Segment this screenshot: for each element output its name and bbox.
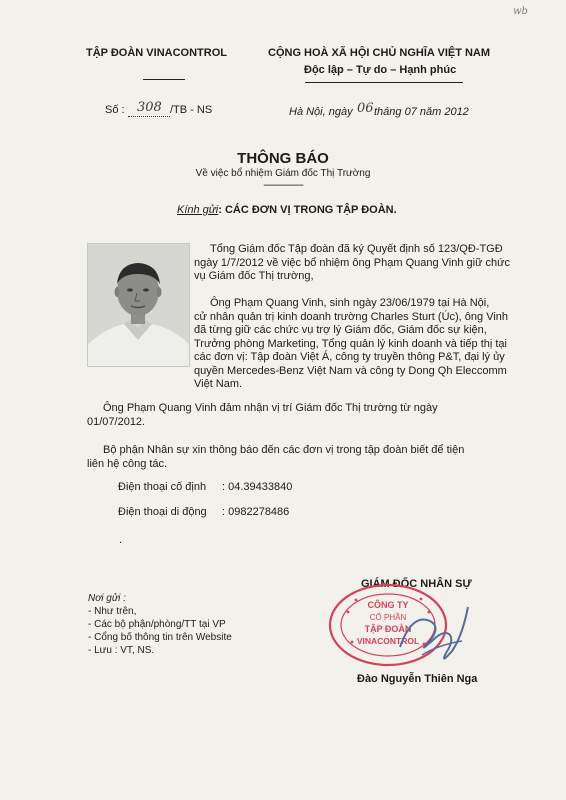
paragraph-line: Việt Nam. [194, 378, 243, 390]
notice-title: THÔNG BÁO [237, 150, 329, 167]
paragraph-line: ngày 1/7/2012 về việc bổ nhiệm ông Phạm Quang Vinh giữ chức [194, 256, 511, 269]
seal-line: VINACONTROL [356, 636, 420, 646]
paragraph-appointment [87, 402, 487, 429]
paragraph-biography [194, 297, 509, 392]
distribution-item: - Cổng bố thông tin trên Website [88, 632, 232, 643]
landline-value: : 04.39433840 [222, 481, 293, 493]
paragraph-line: Ông Phạm Quang Vinh, sinh ngày 23/06/1979 tại Hà Nội, [210, 297, 490, 309]
landline-label: Điện thoại cố định [118, 481, 207, 493]
org-name: TẬP ĐOÀN VINACONTROL [86, 47, 227, 59]
seal-line: TẬP ĐOÀN [364, 624, 412, 634]
doc-number-value: 308 [137, 100, 162, 115]
org-underline [143, 79, 185, 80]
recipient-text: : CÁC ĐƠN VỊ TRONG TẬP ĐOÀN. [218, 204, 397, 216]
paragraph-line: Trưởng phòng Marketing, Tổng quản lý kinh doanh và tiếp thị tại [194, 337, 507, 350]
doc-number-suffix: /TB - NS [170, 104, 213, 116]
doc-number-label: Số : [105, 104, 125, 116]
paragraph-line: quyền Mercedes-Benz Việt Nam và công ty Dong Qh Eleccomm [194, 364, 507, 377]
doc-number-line [128, 116, 170, 117]
paragraph-line: Ông Phạm Quang Vinh đảm nhận vị trí Giám đốc Thị trường từ ngày [103, 402, 438, 414]
paragraph-line: Tổng Giám đốc Tập đoàn đã ký Quyết định số 123/QĐ-TGĐ [210, 243, 503, 255]
date-suffix: tháng 07 năm 2012 [374, 106, 469, 118]
date-day: 06 [357, 101, 374, 116]
signer-name: Đào Nguyễn Thiên Nga [357, 673, 478, 685]
seal-line: CỔ PHẦN [369, 613, 407, 622]
portrait-image [88, 244, 189, 366]
stray-dot: . [119, 534, 123, 546]
mobile-value: : 0982278486 [222, 506, 290, 518]
paragraph-line: liên hệ công tác. [87, 457, 168, 470]
date-prefix: Hà Nội, ngày [289, 106, 353, 118]
title-dashes: ----------------- [263, 180, 303, 191]
paragraph-line: 01/07/2012. [87, 415, 146, 428]
paragraph-line: cử nhân quản trị kinh doanh trường Charles Sturt (Úc), ông Vinh [194, 310, 509, 323]
distribution-item: - Như trên, [88, 606, 137, 617]
signer-role: GIÁM ĐỐC NHÂN SỰ [361, 578, 472, 590]
portrait-photo [87, 243, 190, 367]
corner-mark: wb [513, 6, 528, 17]
distribution-item: - Các bộ phận/phòng/TT tại VP [88, 619, 226, 630]
seal-line: CÔNG TY [367, 600, 409, 610]
paragraph-line: đã từng giữ các chức vụ trợ lý Giám đốc, Giám đốc sự kiện, [194, 324, 487, 336]
paragraph-line: vụ Giám đốc Thị trường, [194, 270, 314, 282]
distribution-item: - Lưu : VT, NS. [88, 645, 155, 656]
paragraph-line: các đơn vị: Tập đoàn Việt Á, công ty truyền thông P&T, đại lý ủy [194, 351, 505, 363]
handwritten-signature [392, 595, 472, 670]
motto-underline [305, 82, 463, 83]
paragraph-line: Bộ phận Nhân sự xin thông báo đến các đơn vị trong tập đoàn biết để tiện [103, 444, 465, 456]
recipient-line [177, 204, 397, 216]
notice-subtitle: Về việc bổ nhiệm Giám đốc Thị Trường [195, 168, 371, 179]
paragraph-announcement [87, 444, 487, 471]
country-name: CỘNG HOÀ XÃ HỘI CHỦ NGHĨA VIỆT NAM [268, 47, 491, 59]
paragraph-decision [194, 243, 511, 284]
motto: Độc lập – Tự do – Hạnh phúc [304, 64, 457, 76]
mobile-label: Điện thoại di động [118, 506, 207, 518]
recipient-label: Kính gửi [177, 204, 219, 216]
distribution-title: Nơi gửi : [88, 593, 126, 604]
